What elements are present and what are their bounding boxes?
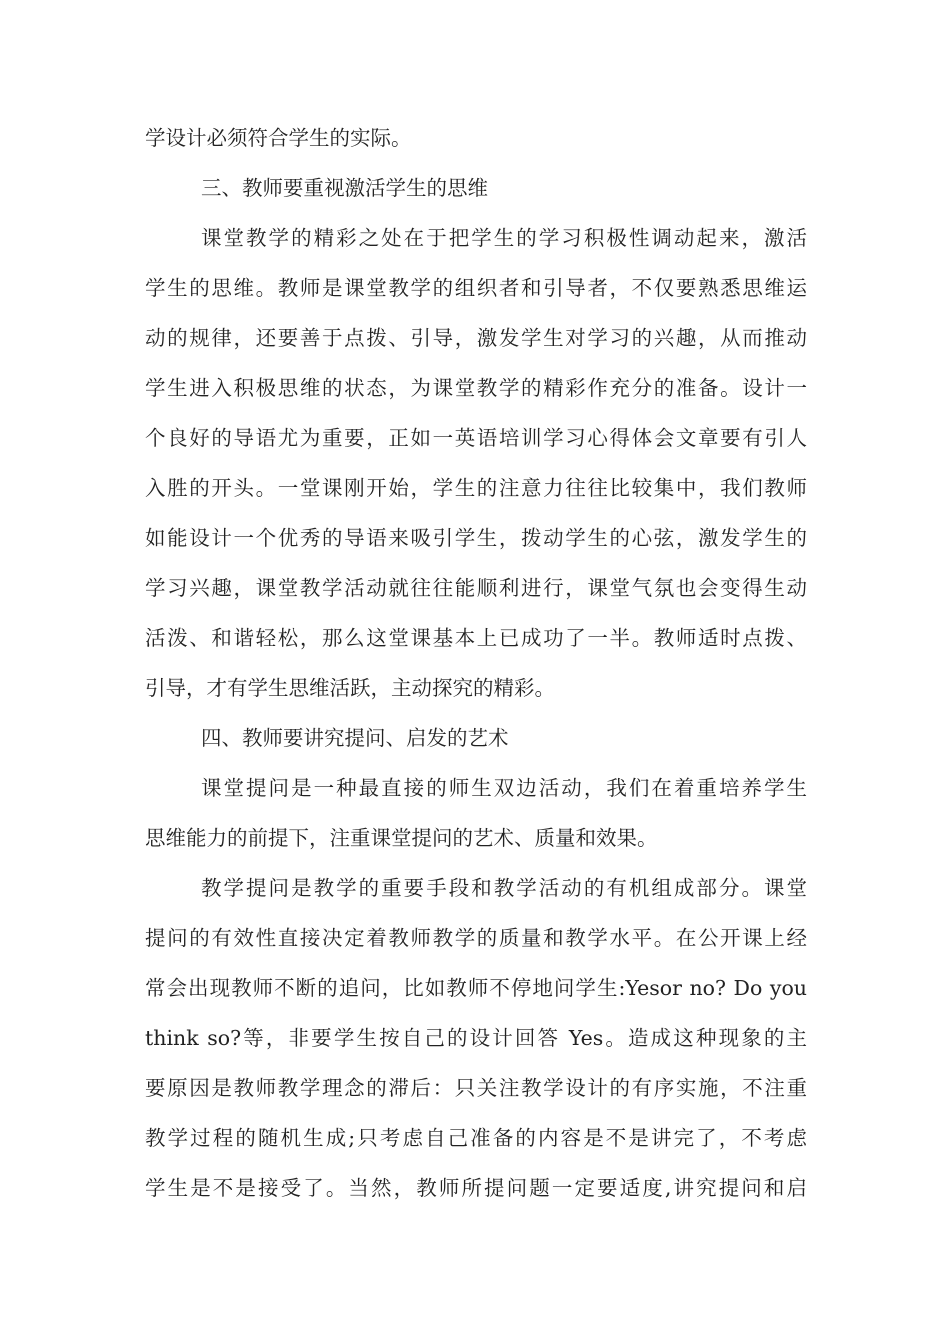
text-line: 课堂教学的精彩之处在于把学生的学习积极性调动起来，激活 xyxy=(201,226,807,250)
text-line: 引导，才有学生思维活跃，主动探究的精彩。 xyxy=(145,676,555,700)
text-line: 个良好的导语尤为重要，正如一英语培训学习心得体会文章要有引人 xyxy=(145,426,807,450)
text-line: 学习兴趣，课堂教学活动就往往能顺利进行，课堂气氛也会变得生动 xyxy=(145,576,807,600)
section-heading: 四、教师要讲究提问、启发的艺术 xyxy=(201,726,509,750)
text-line: 学设计必须符合学生的实际。 xyxy=(145,126,412,150)
text-line: 教学提问是教学的重要手段和教学活动的有机组成部分。课堂 xyxy=(201,876,807,900)
text-line: 教学过程的随机生成;只考虑自己准备的内容是不是讲完了，不考虑 xyxy=(145,1126,807,1150)
text-line: 要原因是教师教学理念的滞后：只关注教学设计的有序实施，不注重 xyxy=(145,1076,807,1100)
text-line: 思维能力的前提下，注重课堂提问的艺术、质量和效果。 xyxy=(145,826,658,850)
text-line: 如能设计一个优秀的导语来吸引学生，拨动学生的心弦，激发学生的 xyxy=(145,526,807,550)
text-line: 动的规律，还要善于点拨、引导，激发学生对学习的兴趣，从而推动 xyxy=(145,326,807,350)
text-line: 提问的有效性直接决定着教师教学的质量和教学水平。在公开课上经 xyxy=(145,926,807,950)
text-line: 学生是不是接受了。当然，教师所提问题一定要适度,讲究提问和启 xyxy=(145,1176,807,1200)
text-line: 课堂提问是一种最直接的师生双边活动，我们在着重培养学生 xyxy=(201,776,807,800)
text-line: 入胜的开头。一堂课刚开始，学生的注意力往往比较集中，我们教师 xyxy=(145,476,807,500)
text-line: 学生的思维。教师是课堂教学的组织者和引导者，不仅要熟悉思维运 xyxy=(145,276,807,300)
text-line: think so?等，非要学生按自己的设计回答 Yes。造成这种现象的主 xyxy=(145,1026,807,1050)
section-heading: 三、教师要重视激活学生的思维 xyxy=(201,176,488,200)
text-line: 学生进入积极思维的状态，为课堂教学的精彩作充分的准备。设计一 xyxy=(145,376,807,400)
text-line: 常会出现教师不断的追问，比如教师不停地问学生:Yesor no? Do you xyxy=(145,976,807,1000)
text-line: 活泼、和谐轻松，那么这堂课基本上已成功了一半。教师适时点拨、 xyxy=(145,626,807,650)
